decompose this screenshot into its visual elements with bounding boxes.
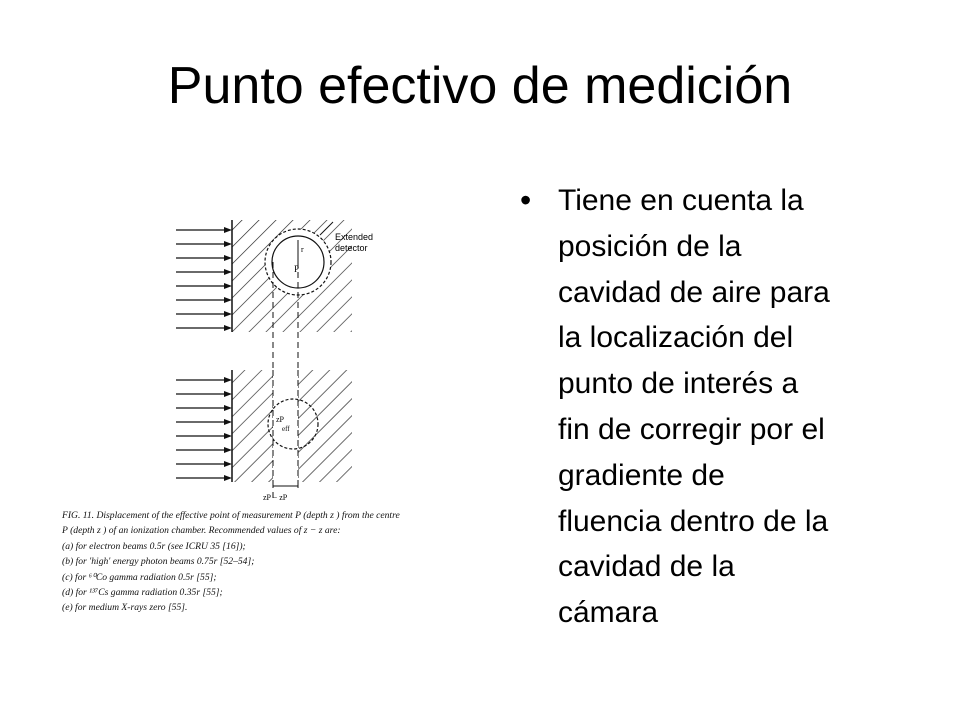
label-r: r <box>301 245 304 254</box>
bullet-text <box>558 178 920 636</box>
label-P: P <box>294 264 300 274</box>
beam-arrow-head <box>224 433 232 439</box>
caption-line: (e) for medium X-rays zero [55]. <box>62 602 188 614</box>
beam-arrow-head <box>224 269 232 275</box>
caption-line: (d) for ¹³⁷Cs gamma radiation 0.35r [55]; <box>62 587 223 599</box>
caption-line: (a) for electron beams 0.5r (see ICRU 35 [16]); <box>62 540 246 552</box>
ionization-chamber-figure <box>58 200 488 640</box>
bullet-line: gradiente de <box>558 458 725 492</box>
label-zp: zP <box>276 415 284 424</box>
beam-arrow-head <box>224 311 232 317</box>
beam-arrow-head <box>224 255 232 261</box>
beam-arrow-head <box>224 241 232 247</box>
label-extended: Extended <box>335 232 374 242</box>
bullet-line: fluencia dentro de la <box>558 504 829 538</box>
beam-arrow-head <box>224 419 232 425</box>
beam-arrow-head <box>224 475 232 481</box>
beam-arrow-head <box>224 391 232 397</box>
upper-arrows <box>176 227 232 331</box>
bullet-list <box>520 178 920 636</box>
bullet-line: cavidad de la <box>558 550 735 584</box>
bullet-item <box>520 178 920 636</box>
chamber-diagram <box>58 200 488 510</box>
beam-arrow-head <box>224 227 232 233</box>
beam-arrow-head <box>224 405 232 411</box>
figure-caption <box>62 508 492 616</box>
beam-arrow-head <box>224 461 232 467</box>
bullet-line: la localización del <box>558 321 794 355</box>
bullet-marker: • <box>520 182 532 218</box>
caption-line: (c) for ⁶⁰Co gamma radiation 0.5r [55]; <box>62 571 217 583</box>
label-eff: eff <box>282 425 290 433</box>
bullet-line: cámara <box>558 596 659 630</box>
beam-arrow-head <box>224 297 232 303</box>
caption-line: P (depth z ) of an ionization chamber. Recommended values of z − z are: <box>62 525 341 537</box>
slide-title: Punto efectivo de medición <box>167 57 793 115</box>
bullet-line: punto de interés a <box>558 367 799 401</box>
lower-arrows <box>176 377 232 481</box>
beam-arrow-head <box>224 283 232 289</box>
label-detector: detector <box>335 243 368 253</box>
caption-line: (b) for 'high' energy photon beams 0.75r [52–54]; <box>62 556 255 568</box>
label-displacement: zP − zP <box>263 493 288 502</box>
bullet-line: fin de corregir por el <box>558 412 825 446</box>
bullet-line: posición de la <box>558 229 742 263</box>
bullet-line: cavidad de aire para <box>558 275 830 309</box>
beam-arrow-head <box>224 447 232 453</box>
beam-arrow-head <box>224 377 232 383</box>
beam-arrow-head <box>224 325 232 331</box>
bullet-line: Tiene en cuenta la <box>558 184 804 217</box>
caption-line: FIG. 11. Displacement of the effective point of measurement P (depth z ) from the centre <box>62 510 400 521</box>
